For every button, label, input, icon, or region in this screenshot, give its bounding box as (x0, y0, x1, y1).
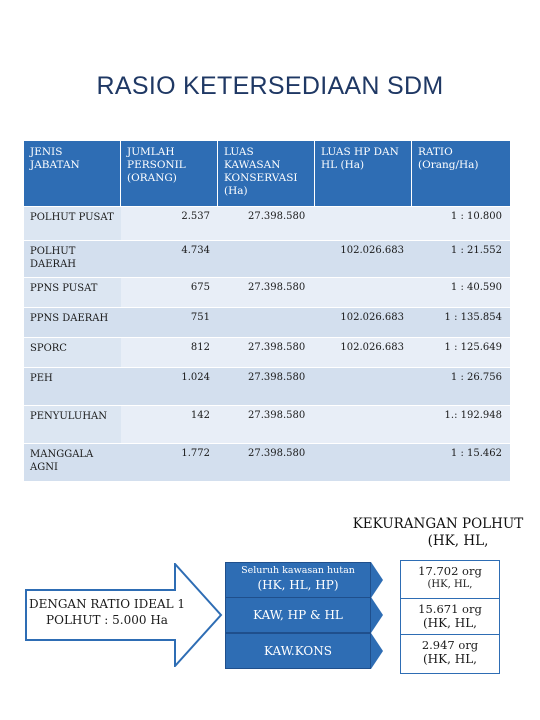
result-box (400, 634, 500, 674)
cell-hphl (315, 367, 412, 405)
cell-kawasan (218, 307, 315, 337)
row-label: POLHUT PUSAT (24, 206, 121, 240)
sdm-table (24, 141, 510, 481)
ideal-line2: POLHUT : 5.000 Ha (46, 613, 168, 627)
cell-kawasan: 27.398.580 (218, 405, 315, 443)
result-scope: (HK, HL, (427, 579, 473, 590)
cell-ratio: 1 : 125.649 (412, 337, 510, 367)
result-count: 15.671 org (418, 602, 482, 616)
chevron-kaw-kons (225, 633, 385, 669)
cell-kawasan: 27.398.580 (218, 206, 315, 240)
cell-hphl (315, 206, 412, 240)
row-label: PPNS PUSAT (24, 277, 121, 307)
cell-kawasan: 27.398.580 (218, 367, 315, 405)
chevron-main-label: KAW.KONS (264, 644, 332, 658)
chevron-seluruh-kawasan (225, 562, 385, 598)
row-label: POLHUT DAERAH (24, 240, 121, 277)
kekurangan-heading (340, 516, 536, 550)
cell-hphl: 102.026.683 (315, 337, 412, 367)
cell-personil: 812 (121, 337, 218, 367)
cell-kawasan: 27.398.580 (218, 277, 315, 307)
ideal-line1: DENGAN RATIO IDEAL 1 (28, 597, 186, 611)
cell-hphl: 102.026.683 (315, 307, 412, 337)
page-title: RASIO KETERSEDIAAN SDM (96, 72, 444, 100)
chevron-main-label: (HK, HL, HP) (257, 578, 339, 592)
cell-hphl (315, 277, 412, 307)
kekurangan-line1: KEKURANGAN POLHUT (352, 516, 524, 532)
header-jumlah-personil: JUMLAH PERSONIL (ORANG) (121, 141, 218, 206)
header-luas-kawasan: LUAS KAWASAN KONSERVASI (Ha) (218, 141, 315, 206)
cell-ratio: 1 : 15.462 (412, 443, 510, 481)
cell-personil: 2.537 (121, 206, 218, 240)
header-luas-hphl: LUAS HP DAN HL (Ha) (315, 141, 412, 206)
result-scope: (HK, HL, (423, 652, 477, 666)
result-scope: (HK, HL, (423, 616, 477, 630)
cell-ratio: 1 : 21.552 (412, 240, 510, 277)
row-label: PPNS DAERAH (24, 307, 121, 337)
result-count: 2.947 org (421, 638, 479, 652)
cell-kawasan: 27.398.580 (218, 337, 315, 367)
row-label: SPORC (24, 337, 121, 367)
header-ratio: RATIO (Orang/Ha) (412, 141, 510, 206)
cell-hphl (315, 405, 412, 443)
cell-ratio: 1 : 26.756 (412, 367, 510, 405)
result-box (400, 560, 500, 600)
cell-personil: 1.024 (121, 367, 218, 405)
cell-ratio: 1 : 40.590 (412, 277, 510, 307)
cell-ratio: 1 : 135.854 (412, 307, 510, 337)
header-jenis-jabatan: JENIS JABATAN (24, 141, 121, 206)
cell-personil: 142 (121, 405, 218, 443)
cell-kawasan (218, 240, 315, 277)
cell-personil: 751 (121, 307, 218, 337)
row-label: PEH (24, 367, 121, 405)
row-label: MANGGALA AGNI (24, 443, 121, 481)
cell-kawasan: 27.398.580 (218, 443, 315, 481)
chevron-main-label: KAW, HP & HL (253, 608, 343, 622)
cell-personil: 675 (121, 277, 218, 307)
cell-hphl (315, 443, 412, 481)
result-box (400, 598, 500, 638)
cell-ratio: 1 : 10.800 (412, 206, 510, 240)
cell-hphl: 102.026.683 (315, 240, 412, 277)
chevron-small-label: Seluruh kawasan hutan (241, 565, 355, 576)
cell-ratio: 1.: 192.948 (412, 405, 510, 443)
ideal-ratio-label (27, 596, 187, 628)
row-label: PENYULUHAN (24, 405, 121, 443)
result-count: 17.702 org (418, 564, 482, 578)
chevron-kaw-hp-hl (225, 597, 385, 633)
cell-personil: 1.772 (121, 443, 218, 481)
kekurangan-line2: (HK, HL, (427, 533, 489, 549)
cell-personil: 4.734 (121, 240, 218, 277)
